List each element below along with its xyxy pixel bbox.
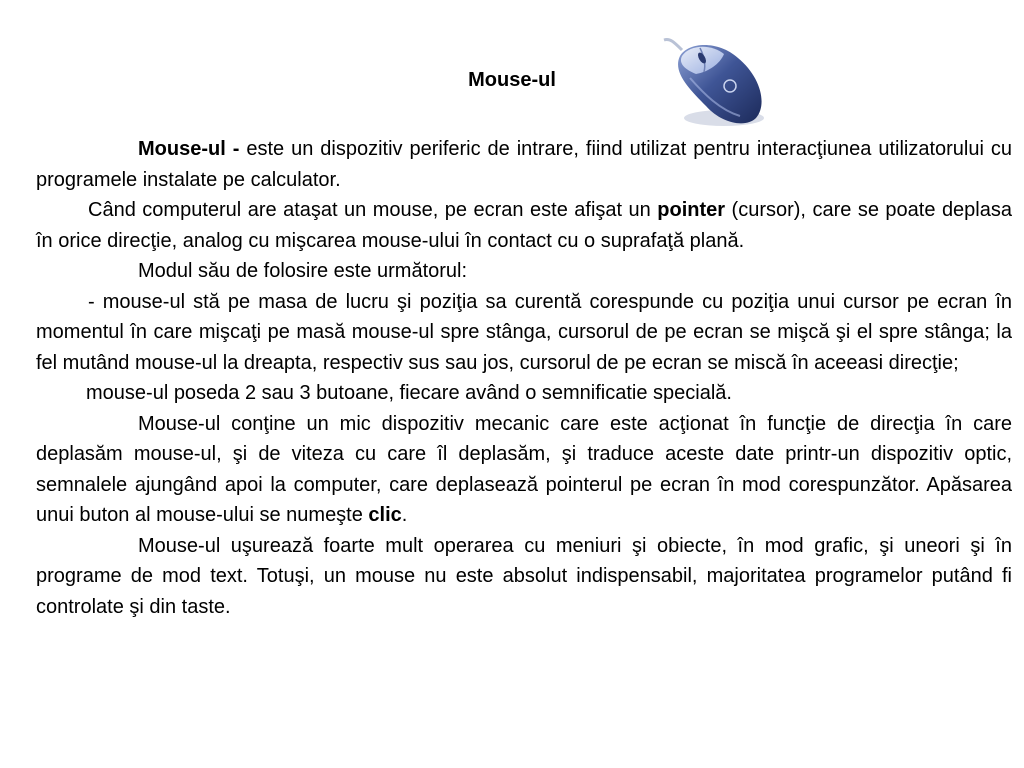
paragraph-usage-movement: - mouse-ul stă pe masa de lucru şi poziţia sa curentă corespunde cu poziţia unui cursor pe ecran în momentul în care mişcaţi pe masă mouse-ul spre stânga, cursorul de pe ecran se mişcă şi el spre stânga; la fel mutând mouse-ul la dreapta, respectiv sus sau jos, cursorul de pe ecran se miscă în aceeasi direcţie; <box>36 290 1012 374</box>
paragraph-mechanism: Mouse-ul conţine un mic dispozitiv mecanic care este acţionat în funcţie de direcţia în care deplasăm mouse-ul, şi de viteza cu care îl deplasăm, şi traduce aceste date printr-un dispozitiv optic, semnalele ajungând apoi la computer, care deplasează pointerul pe ecran în mod corespunzător. Apăsarea unui buton al mouse-ului se numeşte clic. <box>36 412 1012 526</box>
paragraph-usage-intro: Modul său de folosire este următorul: <box>138 260 468 282</box>
term-mouse-ul: Mouse-ul - <box>138 138 240 160</box>
paragraph-buttons: mouse-ul poseda 2 sau 3 butoane, fiecare având o semnificatie specială. <box>86 382 732 404</box>
page-title: Mouse-ul <box>468 69 556 91</box>
paragraph-definition: Mouse-ul - este un dispozitiv periferic de intrare, fiind utilizat pentru interacţiunea utilizatorului cu programele instalate pe calculator. <box>36 138 1012 191</box>
article-body <box>36 134 1012 622</box>
computer-mouse-icon <box>660 34 772 130</box>
paragraph-conclusion: Mouse-ul uşurează foarte mult operarea cu meniuri şi obiecte, în mod grafic, şi uneori şi în programe de mod text. Totuşi, un mouse nu este absolut indispensabil, majoritatea programelor putând fi controlate şi din taste. <box>36 534 1012 618</box>
term-clic: clic <box>368 504 402 526</box>
term-pointer: pointer <box>657 199 726 221</box>
paragraph-pointer: Când computerul are ataşat un mouse, pe ecran este afişat un pointer (cursor), care se poate deplasa în orice direcţie, analog cu mişcarea mouse-ului în contact cu o suprafaţă plană. <box>36 199 1012 252</box>
